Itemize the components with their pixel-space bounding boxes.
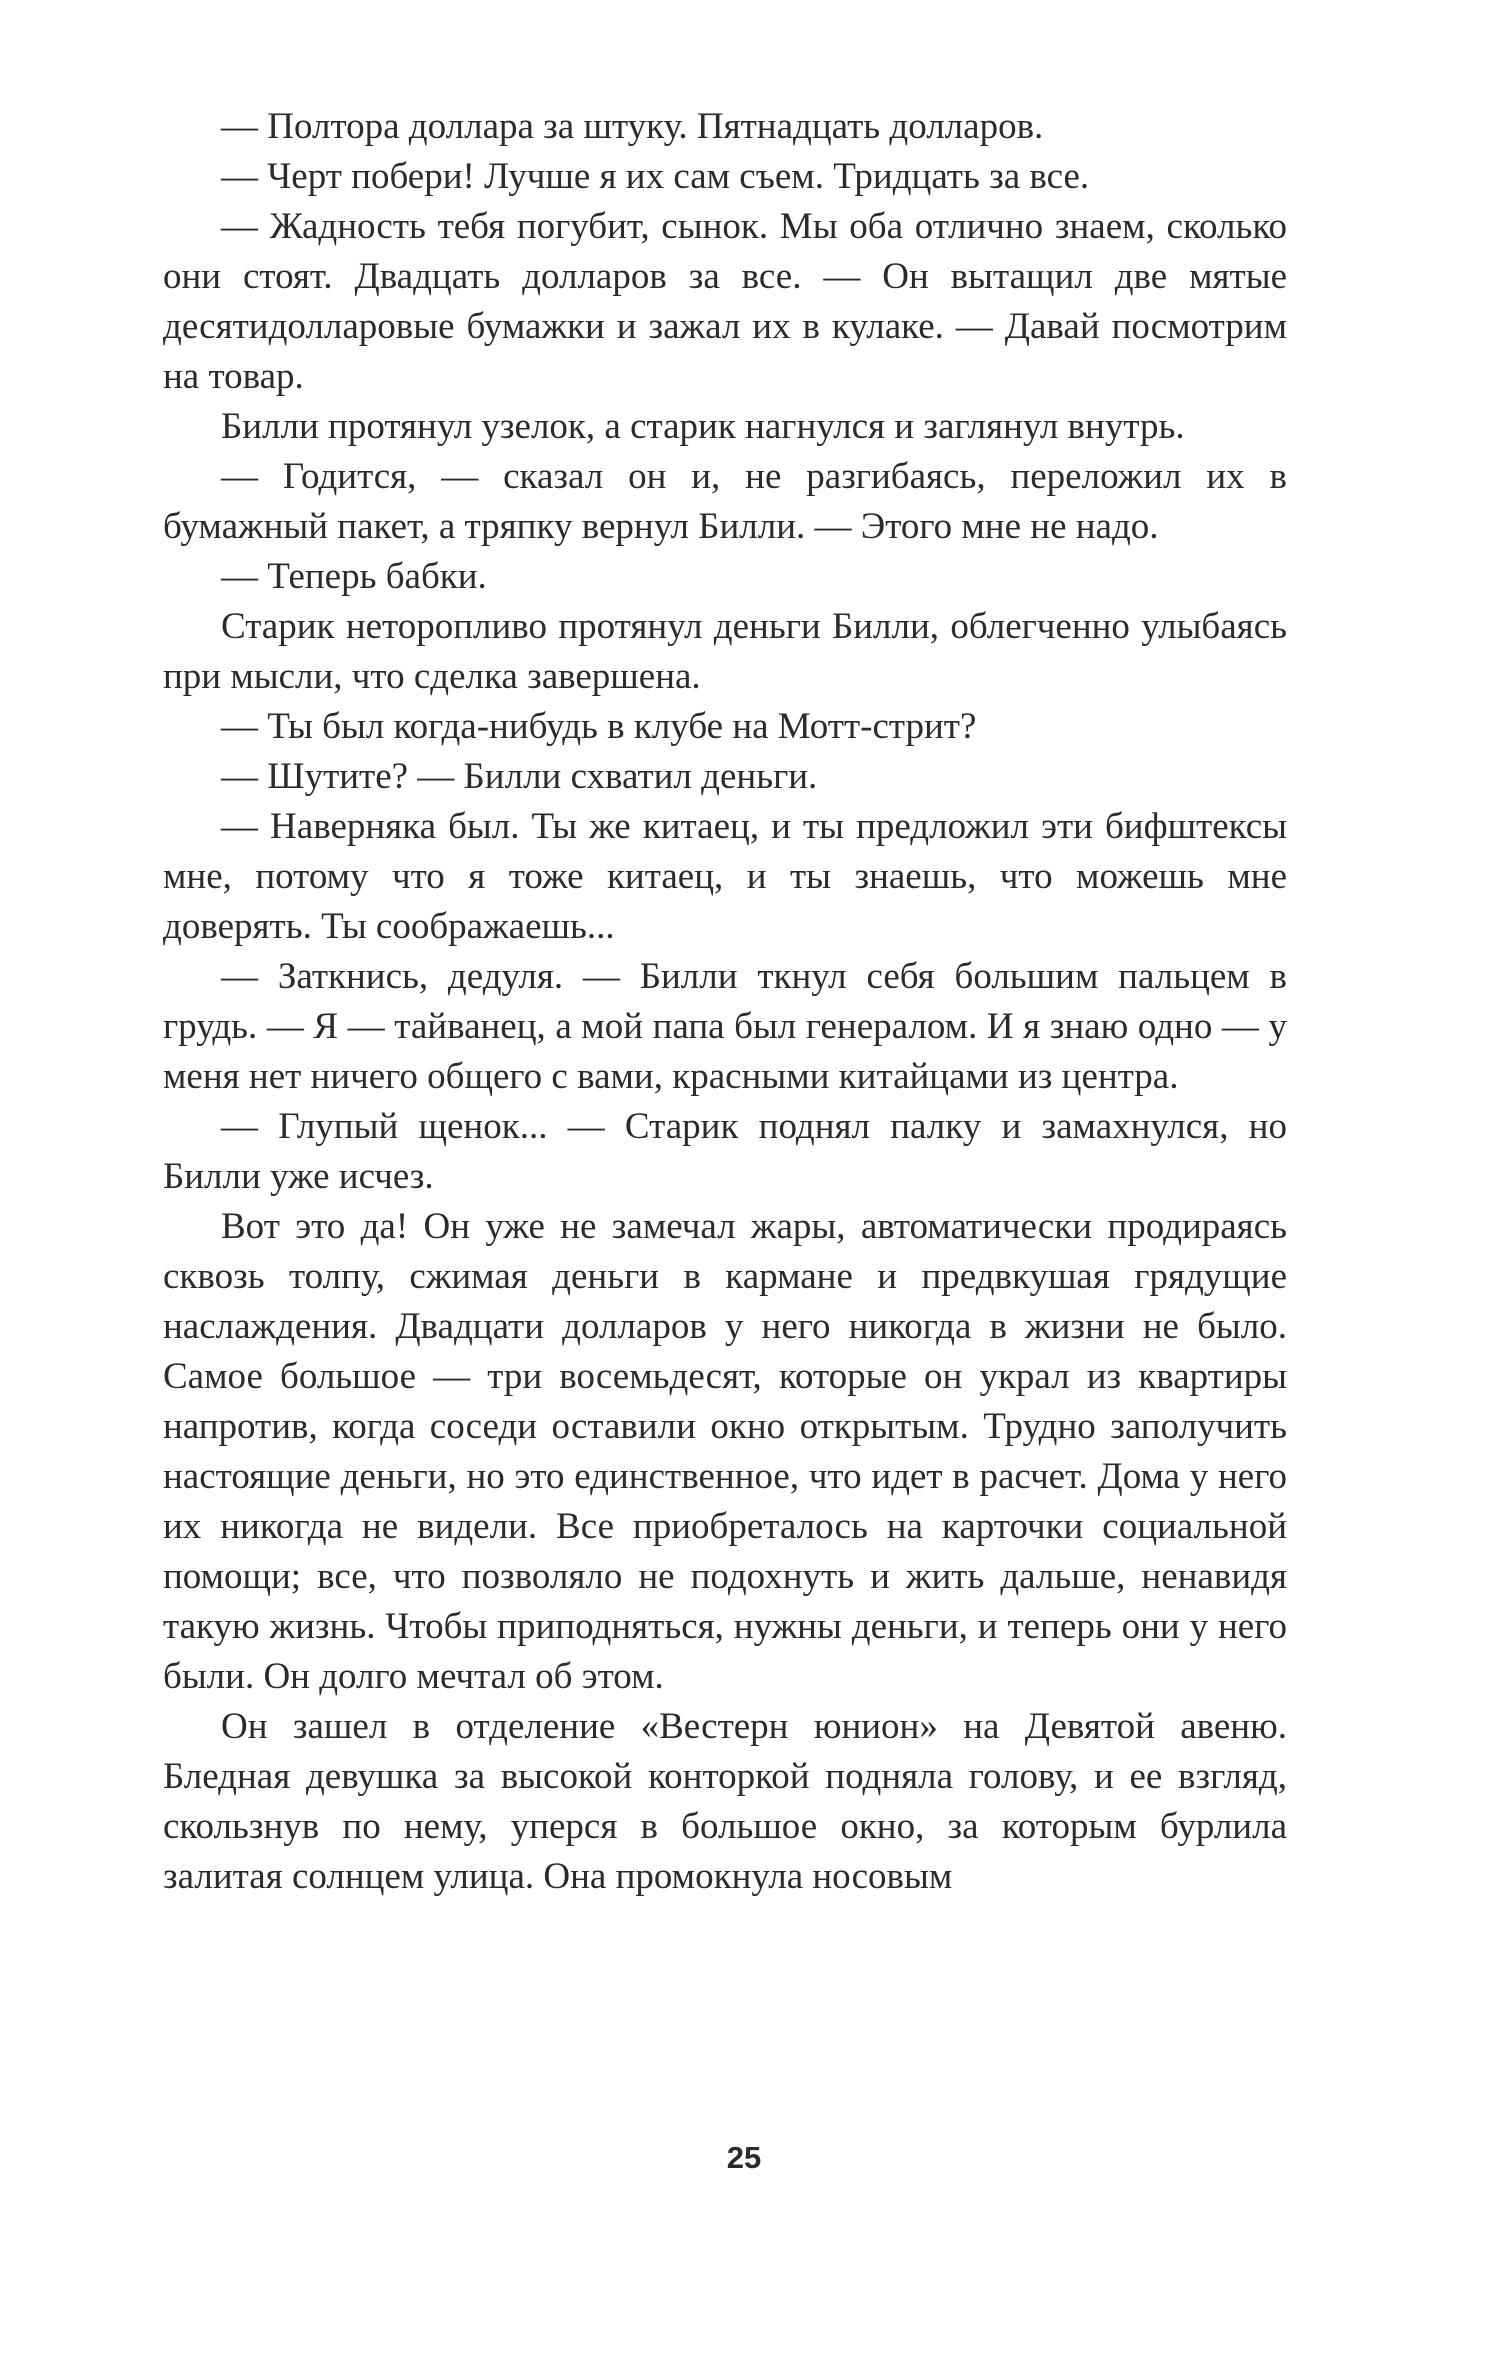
paragraph-11: — Заткнись, дедуля. — Билли ткнул себя большим пальцем в грудь. — Я — тайванец, а мой папа был генералом. И я знаю одно — у меня нет ничего общего с вами, красными китайцами из центра. — [163, 956, 1287, 1097]
body-text — [163, 102, 1287, 1902]
paragraph-9: — Шутите? — Билли схватил деньги. — [221, 756, 818, 797]
paragraph-4: Билли протянул узелок, а старик нагнулся и заглянул внутрь. — [221, 406, 1185, 447]
paragraph-8: — Ты был когда-нибудь в клубе на Мотт-стрит? — [221, 706, 977, 747]
paragraph-1: — Полтора доллара за штуку. Пятнадцать долларов. — [221, 106, 1044, 147]
paragraph-14: Он зашел в отделение «Вестерн юнион» на Девятой авеню. Бледная девушка за высокой конторкой подняла голову, и ее взгляд, скользнув по нему, уперся в большое окно, за которым бурлила залитая солнцем улица. Она промокнула носовым — [163, 1706, 1287, 1897]
paragraph-3: — Жадность тебя погубит, сынок. Мы оба отлично знаем, сколько они стоят. Двадцать долларов за все. — Он вытащил две мятые десятидолларовые бумажки и зажал их в кулаке. — Давай посмотрим на товар. — [163, 206, 1287, 397]
page-number: 25 — [726, 2140, 762, 2175]
paragraph-13: Вот это да! Он уже не замечал жары, автоматически продираясь сквозь толпу, сжимая деньги в кармане и предвкушая грядущие наслаждения. Двадцати долларов у него никогда в жизни не было. Самое большое — три восемьдесят, которые он украл из квартиры напротив, когда соседи оставили окно открытым. Трудно заполучить настоящие деньги, но это единственное, что идет в расчет. Дома у него их никогда не видели. Все приобреталось на карточки социальной помощи; все, что позволяло не подохнуть и жить дальше, ненавидя такую жизнь. Чтобы приподняться, нужны деньги, и теперь они у него были. Он долго мечтал об этом. — [163, 1206, 1287, 1697]
paragraph-10: — Наверняка был. Ты же китаец, и ты предложил эти бифштексы мне, потому что я тоже китаец, и ты знаешь, что можешь мне доверять. Ты соображаешь... — [163, 806, 1287, 947]
paragraph-2: — Черт побери! Лучше я их сам съем. Тридцать за все. — [221, 156, 1090, 197]
paragraph-12: — Глупый щенок... — Старик поднял палку и замахнулся, но Билли уже исчез. — [163, 1106, 1287, 1197]
paragraph-6: — Теперь бабки. — [221, 556, 487, 597]
paragraph-5: — Годится, — сказал он и, не разгибаясь, переложил их в бумажный пакет, а тряпку вернул Билли. — Этого мне не надо. — [163, 456, 1287, 547]
paragraph-7: Старик неторопливо протянул деньги Билли, облегченно улыбаясь при мысли, что сделка завершена. — [163, 606, 1287, 697]
